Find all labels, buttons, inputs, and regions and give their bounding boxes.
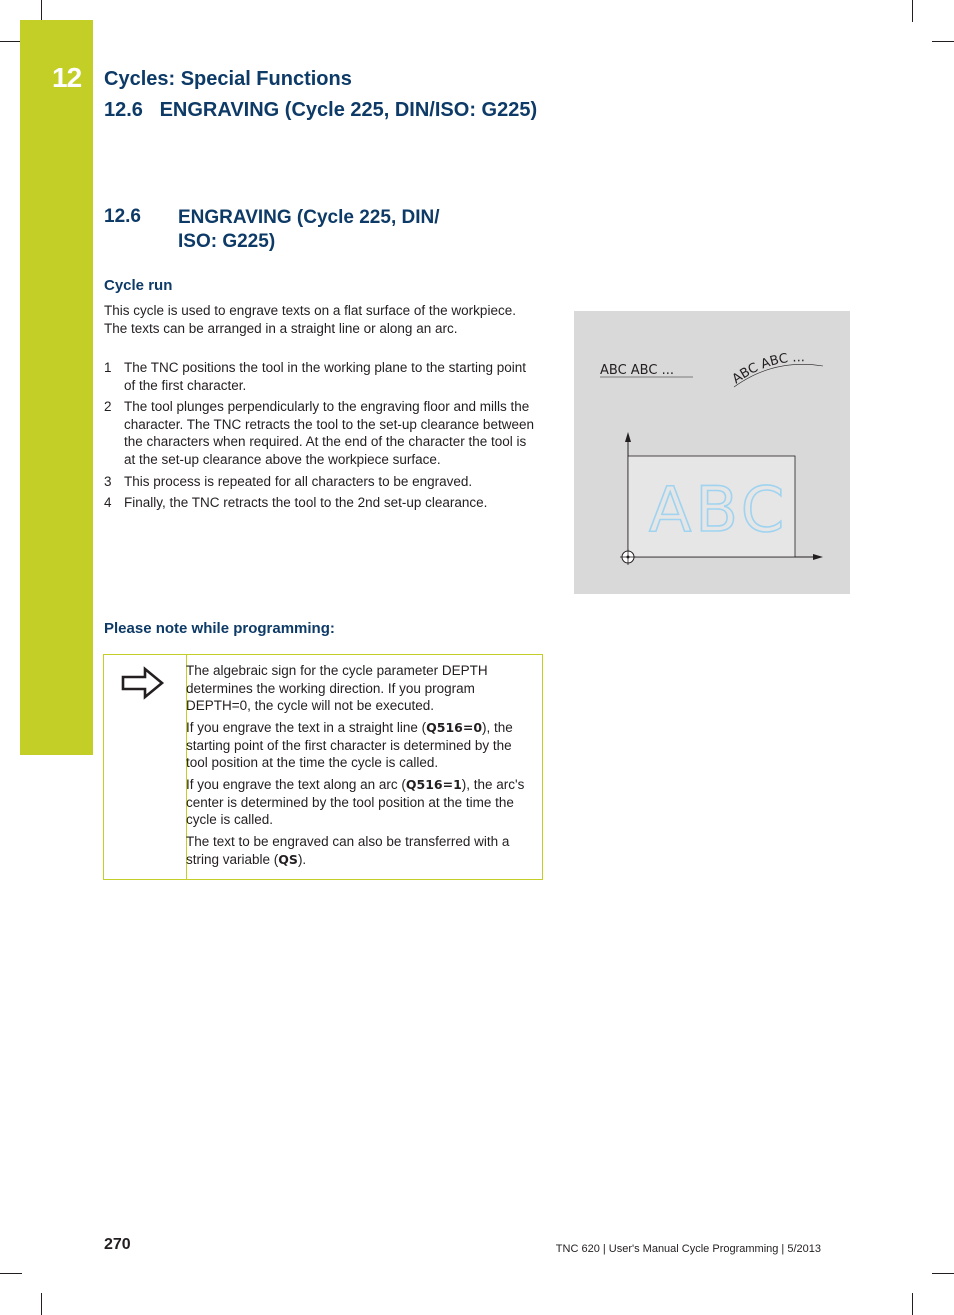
crop-mark bbox=[912, 0, 913, 22]
cycle-run-heading: Cycle run bbox=[104, 277, 173, 294]
notes-heading: Please note while programming: bbox=[104, 620, 335, 637]
cycle-steps-list bbox=[104, 359, 534, 516]
section-number: 12.6 bbox=[104, 206, 141, 227]
crop-mark bbox=[0, 1273, 22, 1274]
running-section-title: 12.6 ENGRAVING (Cycle 225, DIN/ISO: G225) bbox=[104, 99, 538, 121]
list-item: 2 The tool plunges perpendicularly to the engraving floor and mills the character. The TNC retracts the tool to the set-up clearance between the characters when required. At the end of the character the tool is at the set-up clearance above the workpiece surface. bbox=[104, 399, 534, 467]
section-title-line1: ENGRAVING (Cycle 225, DIN/ bbox=[178, 207, 440, 228]
code-qs: QS bbox=[278, 851, 298, 867]
chapter-title: Cycles: Special Functions bbox=[104, 68, 352, 90]
list-item: 3 This process is repeated for all characters to be engraved. bbox=[104, 473, 473, 489]
chapter-tab bbox=[20, 20, 93, 755]
straight-text-label: ABC ABC ... bbox=[600, 363, 674, 378]
section-title-line2: ISO: G225) bbox=[178, 231, 276, 252]
y-axis-arrow-icon bbox=[625, 432, 631, 442]
code-q516-1: Q516=1 bbox=[405, 777, 462, 792]
arc-text-label: ABC ABC ... bbox=[729, 350, 806, 388]
engraving-figure bbox=[574, 311, 850, 594]
crop-mark bbox=[41, 0, 42, 22]
datum-center bbox=[627, 556, 630, 559]
x-axis-arrow-icon bbox=[813, 554, 823, 560]
cycle-run-intro: This cycle is used to engrave texts on a flat surface of the workpiece. The texts can be arranged in a straight line or along an arc. bbox=[104, 303, 516, 336]
crop-mark bbox=[41, 1293, 42, 1315]
note-straight-line: If you engrave the text in a straight line (Q516=0), the starting point of the first character is determined by the tool position at the time the cycle is called. bbox=[186, 720, 513, 771]
section-title bbox=[178, 206, 498, 254]
note-arc: If you engrave the text along an arc (Q516=1), the arc's center is determined by the tool position at the time the cycle is called. bbox=[186, 777, 525, 828]
page-number: 270 bbox=[104, 1236, 131, 1253]
chapter-number: 12 bbox=[52, 62, 82, 93]
code-q516-0: Q516=0 bbox=[426, 720, 483, 735]
note-string-variable: The text to be engraved can also be transferred with a string variable (QS). bbox=[186, 834, 510, 867]
crop-mark bbox=[932, 1273, 954, 1274]
crop-mark bbox=[932, 41, 954, 42]
footer-text: TNC 620 | User's Manual Cycle Programming | 5/2013 bbox=[555, 1243, 821, 1255]
arrow-right-icon bbox=[120, 665, 166, 701]
list-item: 4 Finally, the TNC retracts the tool to the 2nd set-up clearance. bbox=[104, 495, 488, 511]
engraved-text: ABC bbox=[649, 473, 789, 546]
engraving-illustration bbox=[574, 311, 850, 594]
crop-mark bbox=[0, 41, 22, 42]
list-item: 1 The TNC positions the tool in the working plane to the starting point of the first character. bbox=[104, 360, 526, 393]
note-depth-sign: The algebraic sign for the cycle parameter DEPTH determines the working direction. If you program DEPTH=0, the cycle will not be executed. bbox=[186, 663, 488, 714]
crop-mark bbox=[912, 1293, 913, 1315]
